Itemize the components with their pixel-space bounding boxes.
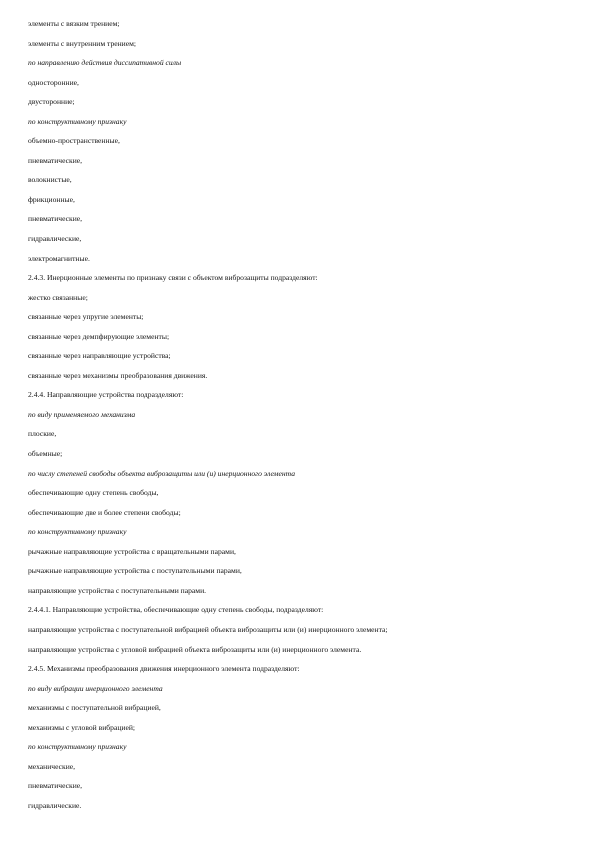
- text-line: пневматические,: [28, 214, 83, 224]
- text-line: направляющие устройства с поступательной вибрацией объекта виброзащиты или (и) инерционного элемента;: [28, 624, 388, 634]
- text-line: пневматические,: [28, 781, 83, 791]
- text-line: плоские,: [28, 429, 57, 439]
- subheading-line: по виду применяемого механизма: [28, 409, 136, 419]
- text-line: фрикционные,: [28, 194, 75, 204]
- text-line: гидравлические.: [28, 800, 82, 810]
- text-line: объемные;: [28, 449, 63, 459]
- text-line: 2.4.3. Инерционные элементы по признаку связи с объектом виброзащиты подразделяют:: [28, 273, 318, 283]
- text-line: элементы с вязким трением;: [28, 19, 120, 28]
- subheading-line: по конструктивному признаку: [28, 116, 127, 126]
- text-line: механизмы с поступательной вибрацией,: [28, 703, 161, 713]
- text-line: 2.4.4. Направляющие устройства подразделяют:: [28, 390, 184, 400]
- text-line: связанные через демпфирующие элементы;: [28, 331, 170, 341]
- text-line: направляющие устройства с поступательными парами.: [28, 585, 207, 595]
- text-line: связанные через механизмы преобразования движения.: [28, 370, 208, 380]
- text-line: жестко связанные;: [28, 292, 88, 302]
- text-line: 2.4.5. Механизмы преобразования движения инерционного элемента подразделяют:: [28, 664, 300, 674]
- text-line: 2.4.4.1. Направляющие устройства, обеспечивающие одну степень свободы, подразделяют:: [28, 605, 324, 615]
- text-line: механизмы с угловой вибрацией;: [28, 722, 135, 732]
- text-line: связанные через направляющие устройства;: [28, 351, 171, 361]
- text-line: механические,: [28, 761, 76, 771]
- text-line: волокнистые,: [28, 175, 72, 185]
- subheading-line: по виду вибрации инерционного элемента: [28, 683, 163, 693]
- text-line: гидравлические,: [28, 234, 82, 244]
- text-line: пневматические,: [28, 155, 83, 165]
- subheading-line: по направлению действия диссипативной силы: [28, 58, 182, 68]
- document-text-body: [28, 14, 573, 815]
- text-line: направляющие устройства с угловой вибрацией объекта виброзащиты или (и) инерционного элемента.: [28, 644, 362, 654]
- text-line: электромагнитные.: [28, 253, 90, 263]
- text-line: рычажные направляющие устройства с поступательными парами,: [28, 566, 242, 576]
- text-line: обеспечивающие две и более степени свободы;: [28, 507, 181, 517]
- text-line: связанные через упругие элементы;: [28, 312, 144, 322]
- text-line: односторонние,: [28, 77, 79, 87]
- text-line: двусторонние;: [28, 97, 75, 107]
- text-line: рычажные направляющие устройства с вращательными парами,: [28, 546, 236, 556]
- subheading-line: по конструктивному признаку: [28, 527, 127, 537]
- text-line: обеспечивающие одну степень свободы,: [28, 488, 159, 498]
- text-line: объемно-пространственные,: [28, 136, 120, 146]
- subheading-line: по числу степеней свободы объекта виброзащиты или (и) инерционного элемента: [28, 468, 295, 478]
- text-line: элементы с внутренним трением;: [28, 38, 137, 48]
- subheading-line: по конструктивному признаку: [28, 742, 127, 752]
